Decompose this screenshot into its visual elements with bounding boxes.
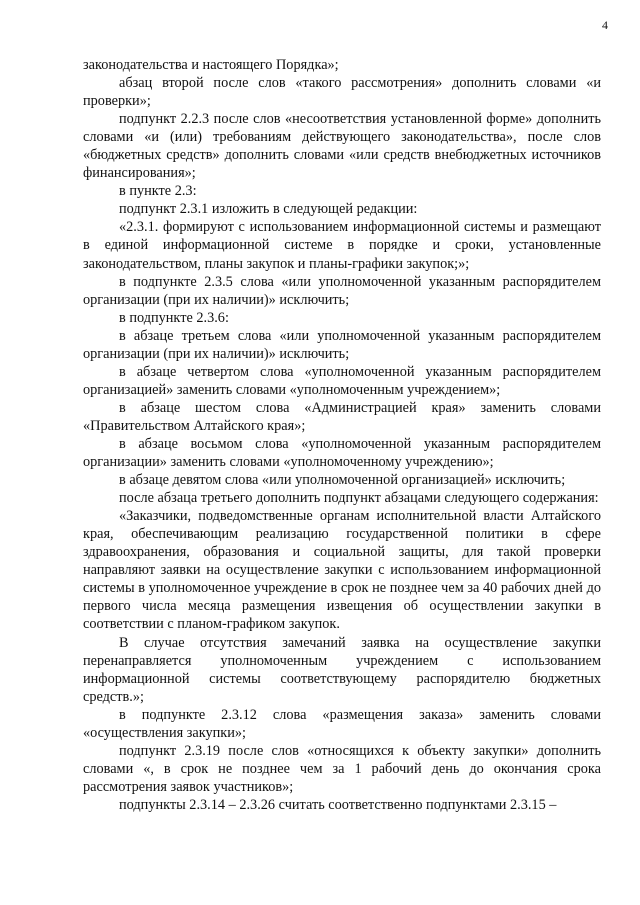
paragraph: в пункте 2.3: [119,183,197,200]
paragraph: после абзаца третьего дополнить подпункт абзацами следующего содержания: [119,490,599,507]
document-body [83,56,601,814]
paragraph: в абзаце восьмом слова «уполномоченной указанным распорядителем организации» заменить словами «уполномоченному учреждению»; [83,435,601,471]
paragraph: в подпункте 2.3.12 слова «размещения заказа» заменить словами «осуществления закупки»; [83,706,601,741]
paragraph: подпункт 2.2.3 после слов «несоответствия установленной форме» дополнить словами «и (или) требованиям действующего законодательства», после слов «бюджетных средств» дополнить словами «или средств внебюджетных источников финансирования»; [83,111,601,182]
page-number: 4 [602,18,608,32]
paragraph: в абзаце шестом слова «Администрацией края» заменить словами «Правительством Алтайского края»; [83,399,601,434]
paragraph: подпункт 2.3.1 изложить в следующей редакции: [119,201,418,218]
paragraph: в подпункте 2.3.5 слова «или уполномоченной указанным распорядителем организации (при их наличии)» исключить; [83,273,601,308]
paragraph: подпункты 2.3.14 – 2.3.26 считать соответственно подпунктами 2.3.15 – [119,796,557,813]
paragraph-continuation: законодательства и настоящего Порядка»; [83,57,339,73]
paragraph: абзац второй после слов «такого рассмотрения» дополнить словами «и проверки»; [83,75,601,110]
paragraph: подпункт 2.3.19 после слов «относящихся к объекту закупки» дополнить словами «, в срок не позднее чем за 1 рабочий день до окончания срока рассмотрения заявок участников»; [83,742,601,795]
paragraph: в абзаце четвертом слова «уполномоченной указанным распорядителем организацией» заменить словами «уполномоченным учреждением»; [83,363,601,398]
paragraph-quoted: В случае отсутствия замечаний заявка на осуществление закупки перенаправляется уполномоченным учреждением с использованием информационной системы соответствующему распорядителю бюджетных средств.»; [83,634,601,705]
paragraph-quoted: «2.3.1. формируют с использованием информационной системы и размещают в единой информационной системе в порядке и сроки, установленные законодательством, планы закупок и планы-графики закупок;»; [83,219,601,272]
paragraph-quoted: «Заказчики, подведомственные органам исполнительной власти Алтайского края, обеспечивающим реализацию государственной политики в сфере здравоохранения, образования и социальной защиты, для такой проверки направляют заявки на осуществление закупки с использованием информационной системы в уполномоченное учреждение в срок не позднее чем за 40 рабочих дней до первого числа месяца размещения извещения об осуществлении закупки в соответствии с планом-графиком закупок. [83,508,601,633]
paragraph: в абзаце девятом слова «или уполномоченной организацией» исключить; [119,472,566,489]
paragraph: в подпункте 2.3.6: [119,309,229,326]
paragraph: в абзаце третьем слова «или уполномоченной указанным распорядителем организации (при их наличии)» исключить; [83,327,601,362]
